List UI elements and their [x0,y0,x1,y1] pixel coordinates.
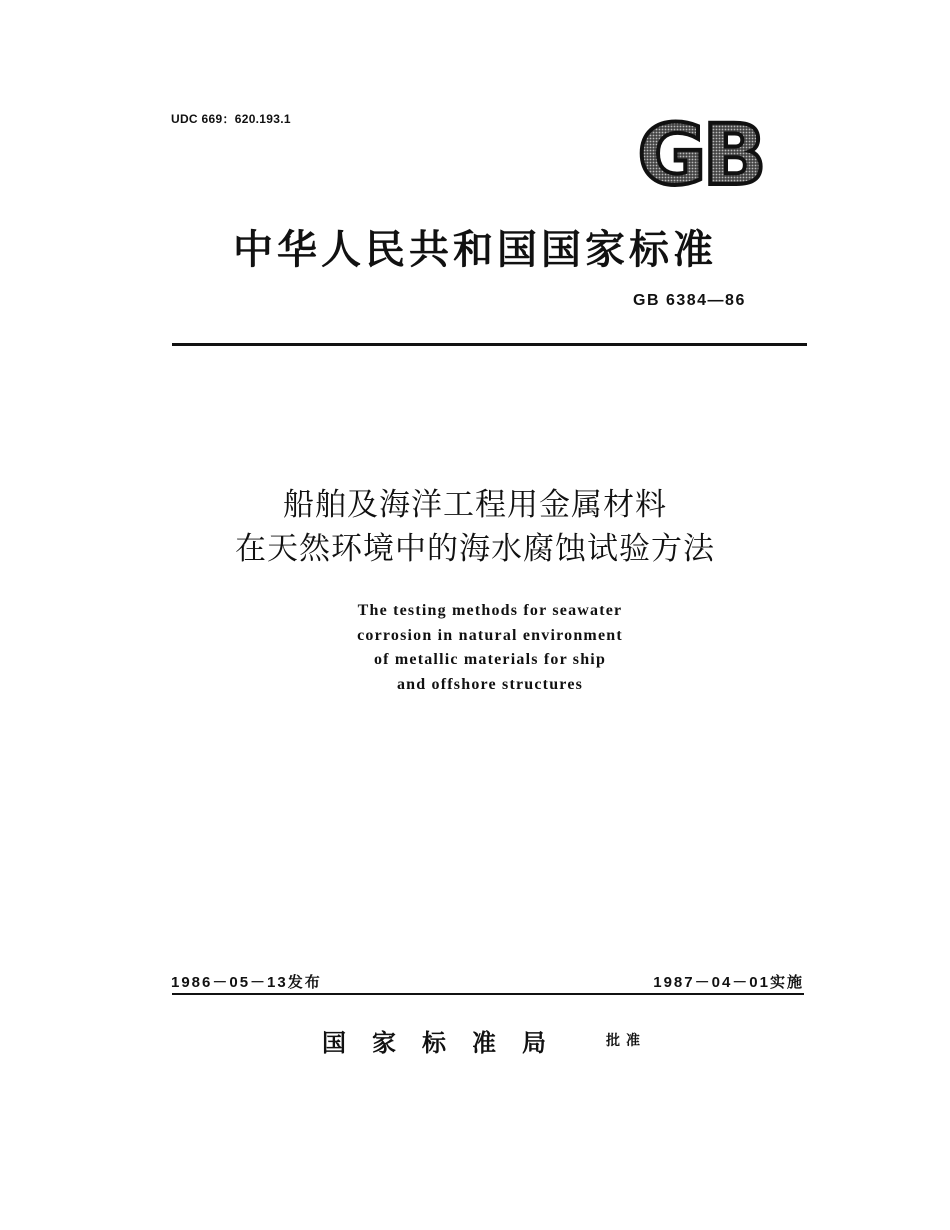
header-divider [172,343,807,346]
chinese-title [0,483,950,571]
implementation-date: 1987－04－01实施 [653,974,804,991]
footer-divider [172,993,804,995]
english-title-line1: The testing methods for seawater [357,602,623,619]
english-title-line4: and offshore structures [396,675,584,693]
gb-logo [625,116,775,192]
standard-number: GB 6384—86 [633,292,746,309]
issue-date: 1986－05－13发布 [171,974,322,991]
svg-text:GB: GB [637,116,763,192]
english-title-line2: corrosion in natural environment [357,626,623,644]
english-title [0,599,950,697]
chinese-title-line2: 在天然环境中的海水腐蚀试验方法 [235,531,715,567]
publisher: 国家标准局 [322,1029,572,1057]
standard-title: 中华人民共和国国家标准 [233,227,717,273]
approval-label: 批准 [606,1033,646,1049]
udc-code: UDC 669：620.193.1 [171,112,291,126]
chinese-title-line1: 船舶及海洋工程用金属材料 [283,487,667,523]
english-title-line3: of metallic materials for ship [373,651,607,668]
